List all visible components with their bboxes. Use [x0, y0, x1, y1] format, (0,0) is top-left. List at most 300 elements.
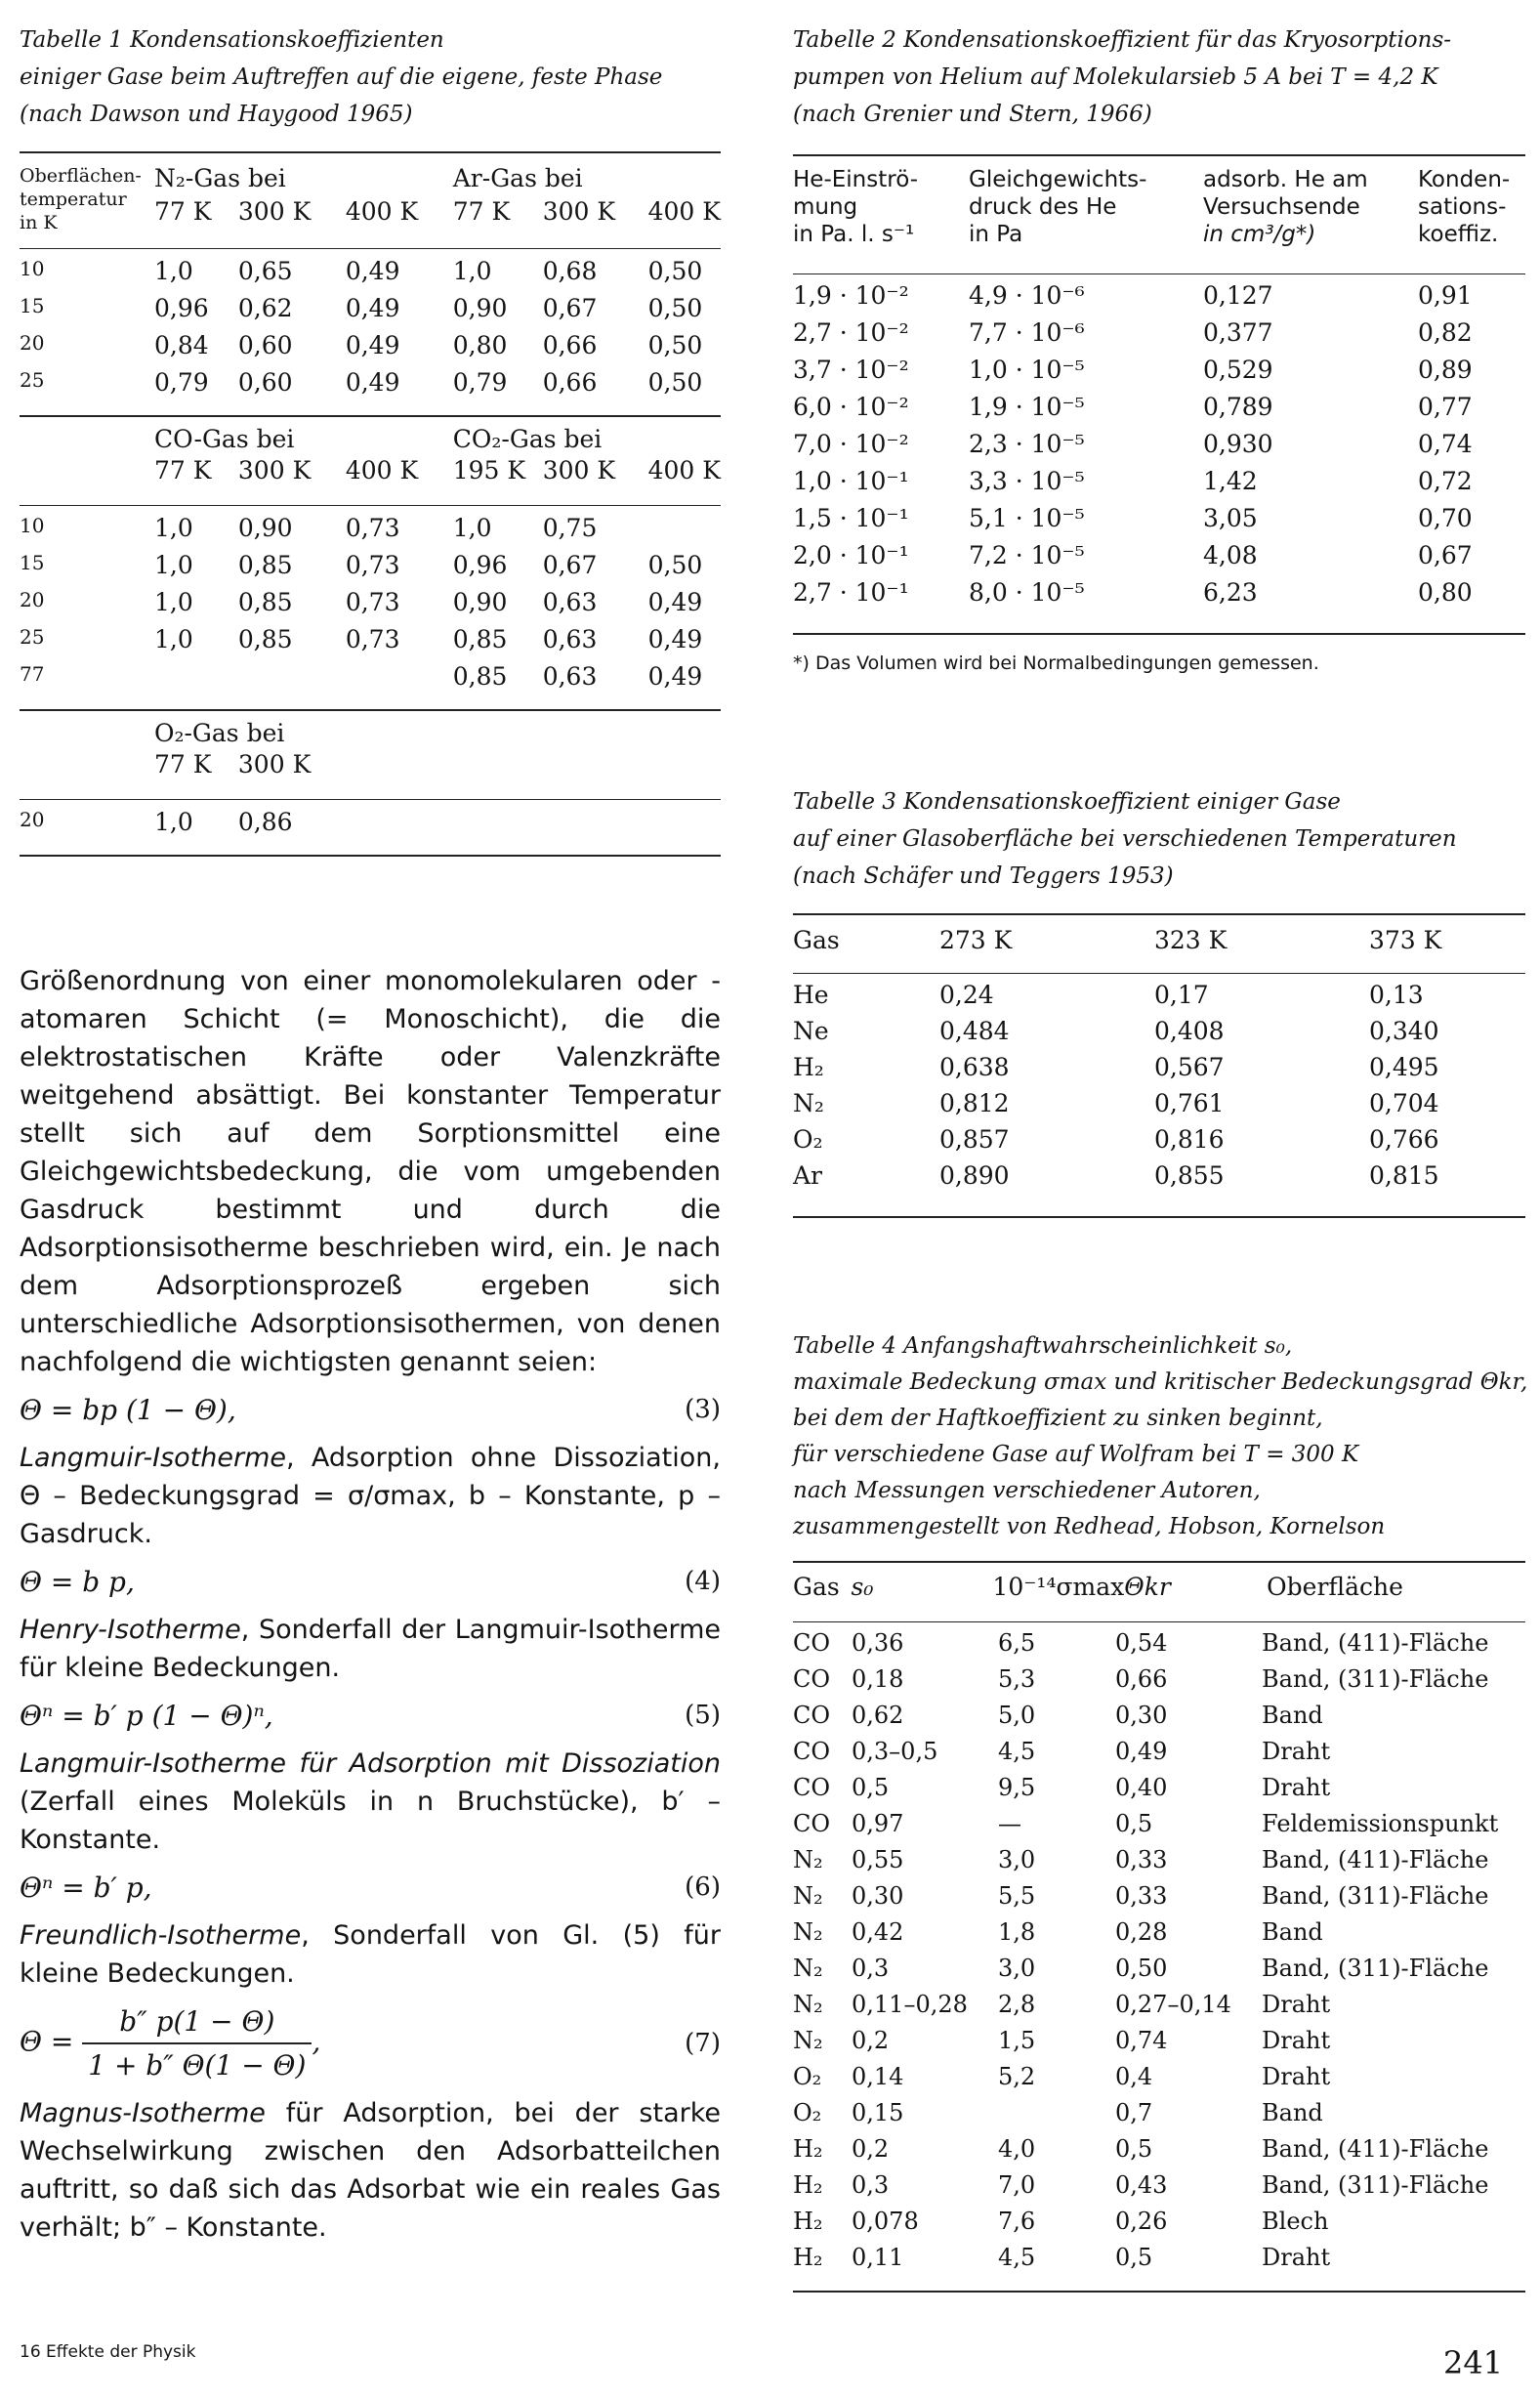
table4-cell: CO	[793, 1774, 831, 1801]
table2-cell: 0,930	[1203, 430, 1273, 458]
table4-row	[793, 1955, 1525, 1991]
table2-header	[1203, 166, 1418, 258]
table2-cell: 1,42	[1203, 467, 1258, 495]
table4-cell: 0,2	[852, 2135, 890, 2163]
table1-cell: 0,60	[237, 331, 293, 359]
table4-cell: 0,5	[1115, 2244, 1153, 2271]
table1-cell: 1,0	[153, 551, 193, 579]
table4-cell: Band	[1262, 2099, 1323, 2126]
magnus-description: für Adsorption, bei der starke Wechselwirkung zwischen den Adsorbatteilchen auftritt, so daß sich das Adsorbat wie ein reales Gas verhält; b″ – Konstante.	[20, 2098, 721, 2243]
henry-paragraph	[20, 1611, 721, 1687]
table4-cell: 3,0	[998, 1846, 1036, 1873]
body-text	[20, 962, 721, 2256]
table4-cell: 0,2	[852, 2027, 890, 2054]
table4-cell: 9,5	[998, 1774, 1036, 1801]
table4-row	[793, 1665, 1525, 1702]
table2-header	[793, 166, 969, 258]
table3-cell: 0,857	[939, 1125, 1010, 1154]
table4-cell: 0,42	[852, 1918, 904, 1946]
table4-cell: 0,3	[852, 1955, 890, 1982]
table1-cell: 0,85	[237, 551, 293, 579]
table2-row	[793, 467, 1525, 504]
equation-6-number: (6)	[685, 1872, 721, 1902]
table2-cell: 7,7 · 10⁻⁶	[969, 318, 1085, 347]
table2-cell: 0,77	[1418, 393, 1473, 421]
table2-cell: 0,72	[1418, 467, 1473, 495]
table1	[20, 164, 721, 864]
table2-cell: 0,80	[1418, 578, 1473, 607]
table3-cell: H₂	[793, 1053, 824, 1081]
table2-row	[793, 318, 1525, 356]
table3-cell: 0,484	[939, 1017, 1010, 1045]
table2	[793, 166, 1525, 258]
table1-cell: 0,90	[452, 588, 508, 616]
equation-7-lhs: Θ =	[20, 2025, 74, 2058]
table1-cell: 1,0	[153, 588, 193, 616]
table3-header-row	[793, 926, 1525, 954]
table4-cell: 0,97	[852, 1810, 904, 1837]
table3-cell: 0,638	[939, 1053, 1010, 1081]
table2-cell: 1,5 · 10⁻¹	[793, 504, 909, 532]
table4-header: Θkr	[1124, 1573, 1171, 1601]
header-line: sations-	[1418, 194, 1507, 220]
table1-temp-header: 300 K	[542, 456, 616, 484]
table1-row	[20, 368, 721, 405]
table4-cell: 7,6	[998, 2208, 1036, 2235]
table1-cell: 0,49	[345, 257, 400, 285]
table1-group-title-row	[20, 425, 721, 456]
table1-caption-line: Tabelle 1 Kondensationskoeffizienten	[20, 27, 444, 53]
table4-header: Oberfläche	[1267, 1573, 1403, 1601]
table1-group-title	[453, 719, 721, 750]
table4-cell: 0,5	[852, 1774, 890, 1801]
table1-cell: 0,49	[345, 331, 400, 359]
table4-cell: 1,8	[998, 1918, 1036, 1946]
table1-cell: 0,50	[647, 368, 703, 397]
table1-cell	[346, 808, 453, 845]
table3-cell: O₂	[793, 1125, 823, 1154]
header-line: koeffiz.	[1418, 222, 1499, 247]
table4-row	[793, 1702, 1525, 1738]
table2-header-row	[793, 166, 1525, 258]
table4-cell: 0,11	[852, 2244, 904, 2271]
table3-cell: 0,24	[939, 981, 994, 1009]
table4-cell: 0,28	[1115, 1918, 1168, 1946]
equation-3-text: Θ = bp (1 − Θ),	[20, 1394, 236, 1426]
table1-cell: 0,73	[345, 551, 400, 579]
table1-cell: 0,85	[237, 625, 293, 653]
table2-cell: 3,7 · 10⁻²	[793, 356, 909, 384]
table4-cell: 0,11–0,28	[852, 1991, 968, 2018]
table2-row	[793, 578, 1525, 615]
table2-cell: 7,2 · 10⁻⁵	[969, 541, 1085, 569]
table1-cell: 0,73	[345, 588, 400, 616]
table3-cell: 0,495	[1369, 1053, 1439, 1081]
table4-cell: H₂	[793, 2171, 823, 2199]
term-magnus: Magnus-Isotherme	[20, 2098, 266, 2128]
table2-cell: 0,70	[1418, 504, 1473, 532]
table1-temp-header: 77 K	[153, 196, 212, 226]
table2-row	[793, 541, 1525, 578]
table1-cell: 1,0	[153, 514, 193, 542]
equation-7-denominator: 1 + b″ Θ(1 − Θ)	[88, 2049, 307, 2082]
table4-cell: 0,3	[852, 2171, 890, 2199]
table2-row	[793, 356, 1525, 393]
table1-row	[20, 551, 721, 588]
table4-cell: 0,66	[1115, 1665, 1168, 1693]
freundlich-paragraph	[20, 1916, 721, 1993]
table2-caption	[793, 21, 1535, 133]
table4-cell: Band, (411)-Fläche	[1262, 1629, 1489, 1657]
table1-cell: 0,73	[345, 625, 400, 653]
table2-cell: 0,377	[1203, 318, 1273, 347]
table4-row	[793, 1774, 1525, 1810]
table3-cell: Ar	[793, 1161, 823, 1190]
henry-description: , Sonderfall der Langmuir-Isotherme für kleine Bedeckungen.	[20, 1615, 721, 1683]
header-line: adsorb. He am	[1203, 167, 1368, 192]
table4-cell: Feldemissionspunkt	[1262, 1810, 1499, 1837]
table4-header: s₀	[851, 1573, 874, 1601]
table2-footnote: *) Das Volumen wird bei Normalbedingungen gemessen.	[793, 652, 1319, 674]
equation-7-fraction	[82, 2002, 312, 2084]
table4-row	[793, 1882, 1525, 1918]
table4-cell: 0,40	[1115, 1774, 1168, 1801]
table1-cell: 0,62	[237, 294, 293, 322]
table4-cell: N₂	[793, 1882, 823, 1910]
equation-4	[20, 1563, 721, 1601]
table4-cell: N₂	[793, 1918, 823, 1946]
table1-group-title: Ar-Gas bei	[452, 164, 583, 192]
table2-cell: 0,74	[1418, 430, 1473, 458]
table3-cell: 0,704	[1369, 1089, 1439, 1117]
table1-group-title: N₂-Gas bei	[153, 164, 286, 192]
table1-cell	[648, 808, 721, 845]
equation-7-numerator: b″ p(1 − Θ)	[82, 2002, 312, 2044]
table1-cell: 0,79	[452, 368, 508, 397]
table1-temp-header: 300 K	[237, 456, 312, 484]
term-langmuir: Langmuir-Isotherme	[20, 1443, 286, 1473]
table4-cell: N₂	[793, 2027, 823, 2054]
table1-cell	[238, 662, 346, 699]
table2-cell: 3,05	[1203, 504, 1258, 532]
magnus-paragraph	[20, 2094, 721, 2247]
table3-cell: 0,567	[1154, 1053, 1225, 1081]
table3-cell: 0,815	[1369, 1161, 1439, 1190]
table4-cell: 1,5	[998, 2027, 1036, 2054]
table3-row	[793, 1161, 1525, 1198]
table4-cell: 0,54	[1115, 1629, 1168, 1657]
table4-cell: Band	[1262, 1918, 1323, 1946]
table2-cell: 2,7 · 10⁻¹	[793, 578, 909, 607]
header-line: mung	[793, 194, 858, 220]
table4-cell: 0,33	[1115, 1846, 1168, 1873]
table4-cell: 5,3	[998, 1665, 1036, 1693]
table4-cell: CO	[793, 1810, 831, 1837]
table4-cell: 5,5	[998, 1882, 1036, 1910]
table4-cell: 0,43	[1115, 2171, 1168, 2199]
table4-cell: Band, (411)-Fläche	[1262, 2135, 1489, 2163]
table3-cell: 0,816	[1154, 1125, 1225, 1154]
table1-cell: 0,63	[542, 662, 598, 691]
table4-cell: 0,18	[852, 1665, 904, 1693]
table1-group-title-row	[20, 164, 721, 197]
table4-cell: 3,0	[998, 1955, 1036, 1982]
table1-cell: 0,90	[237, 514, 293, 542]
table2-caption-line: pumpen von Helium auf Molekularsieb 5 A bei T = 4,2 K	[793, 64, 1438, 90]
table1-cell: 0,50	[647, 331, 703, 359]
table4-cell: 0,27–0,14	[1115, 1991, 1231, 2018]
freundlich-description: , Sonderfall von Gl. (5) für kleine Bedeckungen.	[20, 1920, 721, 1989]
table2-cell: 4,08	[1203, 541, 1258, 569]
table1-temp-header: 77 K	[153, 456, 212, 484]
table4-cell: Draht	[1262, 2244, 1331, 2271]
table1-cell: 0,79	[153, 368, 209, 397]
equation-7	[20, 2002, 721, 2084]
table4-row	[793, 2135, 1525, 2171]
table1-temp-header	[346, 750, 453, 785]
equation-3	[20, 1391, 721, 1429]
table4-cell: Band	[1262, 1702, 1323, 1729]
table1-temp-header: 300 K	[237, 196, 312, 226]
table4-cell: 0,15	[852, 2099, 904, 2126]
table3-cell: 0,812	[939, 1089, 1010, 1117]
langmuir-dissociation-description: (Zerfall eines Moleküls in n Bruchstücke), b′ – Konstante.	[20, 1787, 721, 1855]
table2-cell: 6,0 · 10⁻²	[793, 393, 909, 421]
table4-caption-line: für verschiedene Gase auf Wolfram bei T = 300 K	[793, 1442, 1359, 1467]
table1-cell: 1,0	[153, 625, 193, 653]
table3-row	[793, 1125, 1525, 1161]
table1-cell: 0,60	[237, 368, 293, 397]
table4-cell: 0,078	[852, 2208, 919, 2235]
table2-caption-line: Tabelle 2 Kondensationskoeffizient für das Kryosorptions-	[793, 27, 1452, 53]
table1-row	[20, 257, 721, 294]
table1-temp-header: 400 K	[647, 456, 721, 484]
table1-temp-cell: 15	[20, 294, 45, 317]
header-line: He-Einströ-	[793, 167, 918, 192]
header-line: in Pa	[969, 222, 1023, 247]
table4-cell: Band, (311)-Fläche	[1262, 1882, 1489, 1910]
table2-cell: 1,0 · 10⁻¹	[793, 467, 909, 495]
table4-cell: 6,5	[998, 1629, 1036, 1657]
table1-cell: 0,66	[542, 331, 598, 359]
table1-temp-header: 77 K	[153, 750, 212, 778]
table2-cell: 1,9 · 10⁻²	[793, 281, 909, 310]
table3-header: 323 K	[1154, 926, 1228, 954]
table2-cell: 6,23	[1203, 578, 1258, 607]
equation-6-text: Θⁿ = b′ p,	[20, 1872, 152, 1904]
table4-cell: 0,4	[1115, 2063, 1153, 2090]
table1-group-title: CO₂-Gas bei	[452, 425, 603, 453]
table4-cell: Band, (311)-Fläche	[1262, 1665, 1489, 1693]
equation-5-text: Θⁿ = b′ p (1 − Θ)ⁿ,	[20, 1700, 273, 1732]
table4-row	[793, 1738, 1525, 1774]
table2-cell: 1,9 · 10⁻⁵	[969, 393, 1085, 421]
head-col-line: Oberflächen-	[20, 165, 142, 187]
table2-cell: 0,789	[1203, 393, 1273, 421]
intro-paragraph: Größenordnung von einer monomolekularen oder -atomaren Schicht (= Monoschicht), die die elektrostatischen Kräfte oder Valenzkräfte weitgehend absättigt. Bei konstanter Temperatur stellt sich auf dem Sorptionsmittel eine Gleichgewichtsbedeckung, die vom umgebenden Gasdruck bestimmt und durch die Adsorptionsisotherme beschrieben wird, ein. Je nach dem Adsorptionsprozeß ergeben sich unterschiedliche Adsorptionsisothermen, von denen nachfolgend die wichtigsten genannt seien:	[20, 966, 721, 1377]
table4-cell: Draht	[1262, 2027, 1331, 2054]
table1-row	[20, 808, 721, 845]
term-freundlich: Freundlich-Isotherme	[20, 1920, 302, 1951]
table1-cell: 0,67	[542, 294, 598, 322]
table1-temp-cell: 20	[20, 808, 45, 831]
table1-cell: 0,67	[542, 551, 598, 579]
table2-cell: 2,3 · 10⁻⁵	[969, 430, 1085, 458]
table1-temp-header	[453, 750, 543, 785]
table1-row	[20, 588, 721, 625]
term-langmuir-dissociation: Langmuir-Isotherme für Adsorption mit Dissoziation	[20, 1748, 721, 1779]
table4-cell: 0,30	[1115, 1702, 1168, 1729]
table4-cell: O₂	[793, 2063, 822, 2090]
table4-cell: 0,62	[852, 1702, 904, 1729]
table3-row	[793, 1017, 1525, 1053]
table1-cell	[453, 808, 543, 845]
table1-cell: 0,50	[647, 257, 703, 285]
head-col-line: temperatur	[20, 189, 127, 210]
header-line: Gleichgewichts-	[969, 167, 1147, 192]
table1-cell: 0,63	[542, 588, 598, 616]
table4-row	[793, 2099, 1525, 2135]
table3	[793, 926, 1525, 954]
table4-row	[793, 1991, 1525, 2027]
header-line: in cm³/g*)	[1203, 222, 1316, 247]
table2-cell: 8,0 · 10⁻⁵	[969, 578, 1085, 607]
table1-cell: 0,49	[345, 368, 400, 397]
table4-cell: CO	[793, 1702, 831, 1729]
table4-cell: 0,49	[1115, 1738, 1168, 1765]
table4-cell: H₂	[793, 2208, 823, 2235]
table1-cell: 0,96	[452, 551, 508, 579]
table1-cell	[648, 514, 721, 551]
table3-cell: 0,13	[1369, 981, 1424, 1009]
table1-group-title: CO-Gas bei	[153, 425, 295, 453]
table2-cell: 0,82	[1418, 318, 1473, 347]
table2-cell: 0,89	[1418, 356, 1473, 384]
table1-temp-cell: 25	[20, 625, 45, 649]
table4-cell: 4,5	[998, 2244, 1036, 2271]
table2-header	[969, 166, 1203, 258]
table3-cell: 0,766	[1369, 1125, 1439, 1154]
table4-row	[793, 2027, 1525, 2063]
table1-temp-cell: 20	[20, 588, 45, 611]
table4-cell: N₂	[793, 1991, 823, 2018]
table4-cell: 0,33	[1115, 1882, 1168, 1910]
table1-cell: 0,63	[542, 625, 598, 653]
table1-cell	[543, 808, 648, 845]
table2-row	[793, 504, 1525, 541]
table4-cell: 0,55	[852, 1846, 904, 1873]
table3-row	[793, 1053, 1525, 1089]
table4-cell: 0,3–0,5	[852, 1738, 938, 1765]
table2-cell: 0,67	[1418, 541, 1473, 569]
table4-cell: Band, (311)-Fläche	[1262, 1955, 1489, 1982]
table4-caption-line: Tabelle 4 Anfangshaftwahrscheinlichkeit s₀,	[793, 1333, 1293, 1359]
table1-cell: 0,68	[542, 257, 598, 285]
table4-row	[793, 1846, 1525, 1882]
table1-cell	[154, 662, 238, 699]
table1-temp-header: 300 K	[542, 196, 616, 226]
table2-cell: 1,0 · 10⁻⁵	[969, 356, 1085, 384]
table2-cell: 2,0 · 10⁻¹	[793, 541, 909, 569]
table1-temp-header: 77 K	[452, 196, 511, 226]
table2-cell: 3,3 · 10⁻⁵	[969, 467, 1085, 495]
table4-cell: 0,5	[1115, 1810, 1153, 1837]
table1-temp-cell: 25	[20, 368, 45, 392]
table1-cell: 0,65	[237, 257, 293, 285]
table2-caption-line: (nach Grenier und Stern, 1966)	[793, 102, 1152, 127]
table4-row	[793, 1918, 1525, 1955]
table1-row	[20, 514, 721, 551]
table2-cell: 0,91	[1418, 281, 1473, 310]
table1-temp-cell: 77	[20, 662, 45, 686]
table3-cell: N₂	[793, 1089, 824, 1117]
table4-cell: H₂	[793, 2135, 823, 2163]
table4-cell: 0,26	[1115, 2208, 1168, 2235]
table4-cell: 0,5	[1115, 2135, 1153, 2163]
table1-cell: 0,75	[542, 514, 598, 542]
table4-header: Gas	[793, 1573, 840, 1601]
table3-header: 373 K	[1369, 926, 1442, 954]
table4-cell: Draht	[1262, 1738, 1331, 1765]
table4-cell: Draht	[1262, 1991, 1331, 2018]
table1-cell: 0,90	[452, 294, 508, 322]
header-line: druck des He	[969, 194, 1117, 220]
table1-cell: 1,0	[452, 257, 492, 285]
table4-cell: 0,7	[1115, 2099, 1153, 2126]
table1-cell: 1,0	[452, 514, 492, 542]
table2-row	[793, 430, 1525, 467]
table1-temp-cell: 10	[20, 514, 45, 537]
table4-caption-line: maximale Bedeckung σmax und kritischer Bedeckungsgrad Θkr,	[793, 1369, 1528, 1395]
table2-header	[1418, 166, 1525, 258]
header-line: Versuchsende	[1203, 194, 1360, 220]
table4	[793, 1573, 1525, 1601]
table1-cell: 0,49	[647, 625, 703, 653]
table1-row	[20, 625, 721, 662]
header-line: Konden-	[1418, 167, 1511, 192]
table3-row	[793, 1089, 1525, 1125]
table2-cell: 5,1 · 10⁻⁵	[969, 504, 1085, 532]
langmuir-dissociation-paragraph	[20, 1745, 721, 1859]
table1-group-title: O₂-Gas bei	[153, 719, 285, 747]
table4-cell: CO	[793, 1665, 831, 1693]
table3-header: 273 K	[939, 926, 1013, 954]
table3-cell: 0,890	[939, 1161, 1010, 1190]
table4-cell: 0,14	[852, 2063, 904, 2090]
table3-row	[793, 981, 1525, 1017]
table1-caption	[20, 21, 723, 133]
langmuir-paragraph	[20, 1439, 721, 1553]
table4-cell	[998, 2099, 1115, 2135]
table3-caption-line: auf einer Glasoberfläche bei verschiedenen Temperaturen	[793, 826, 1457, 852]
table2-cell: 2,7 · 10⁻²	[793, 318, 909, 347]
table1-row	[20, 331, 721, 368]
table1-cell: 0,84	[153, 331, 209, 359]
table4-cell: 7,0	[998, 2171, 1036, 2199]
table1-cell: 1,0	[153, 808, 193, 836]
table1-head-col	[20, 719, 154, 785]
table2-cell: 4,9 · 10⁻⁶	[969, 281, 1085, 310]
equation-5	[20, 1697, 721, 1735]
equation-3-number: (3)	[685, 1395, 721, 1424]
equation-7-number: (7)	[685, 2028, 721, 2058]
table1-temp-header: 400 K	[345, 456, 419, 484]
table1-cell: 1,0	[153, 257, 193, 285]
table4-caption-line: nach Messungen verschiedener Autoren,	[793, 1478, 1261, 1503]
table3-cell: 0,761	[1154, 1089, 1225, 1117]
table1-temp-cell: 10	[20, 257, 45, 280]
table4-cell: Blech	[1262, 2208, 1329, 2235]
